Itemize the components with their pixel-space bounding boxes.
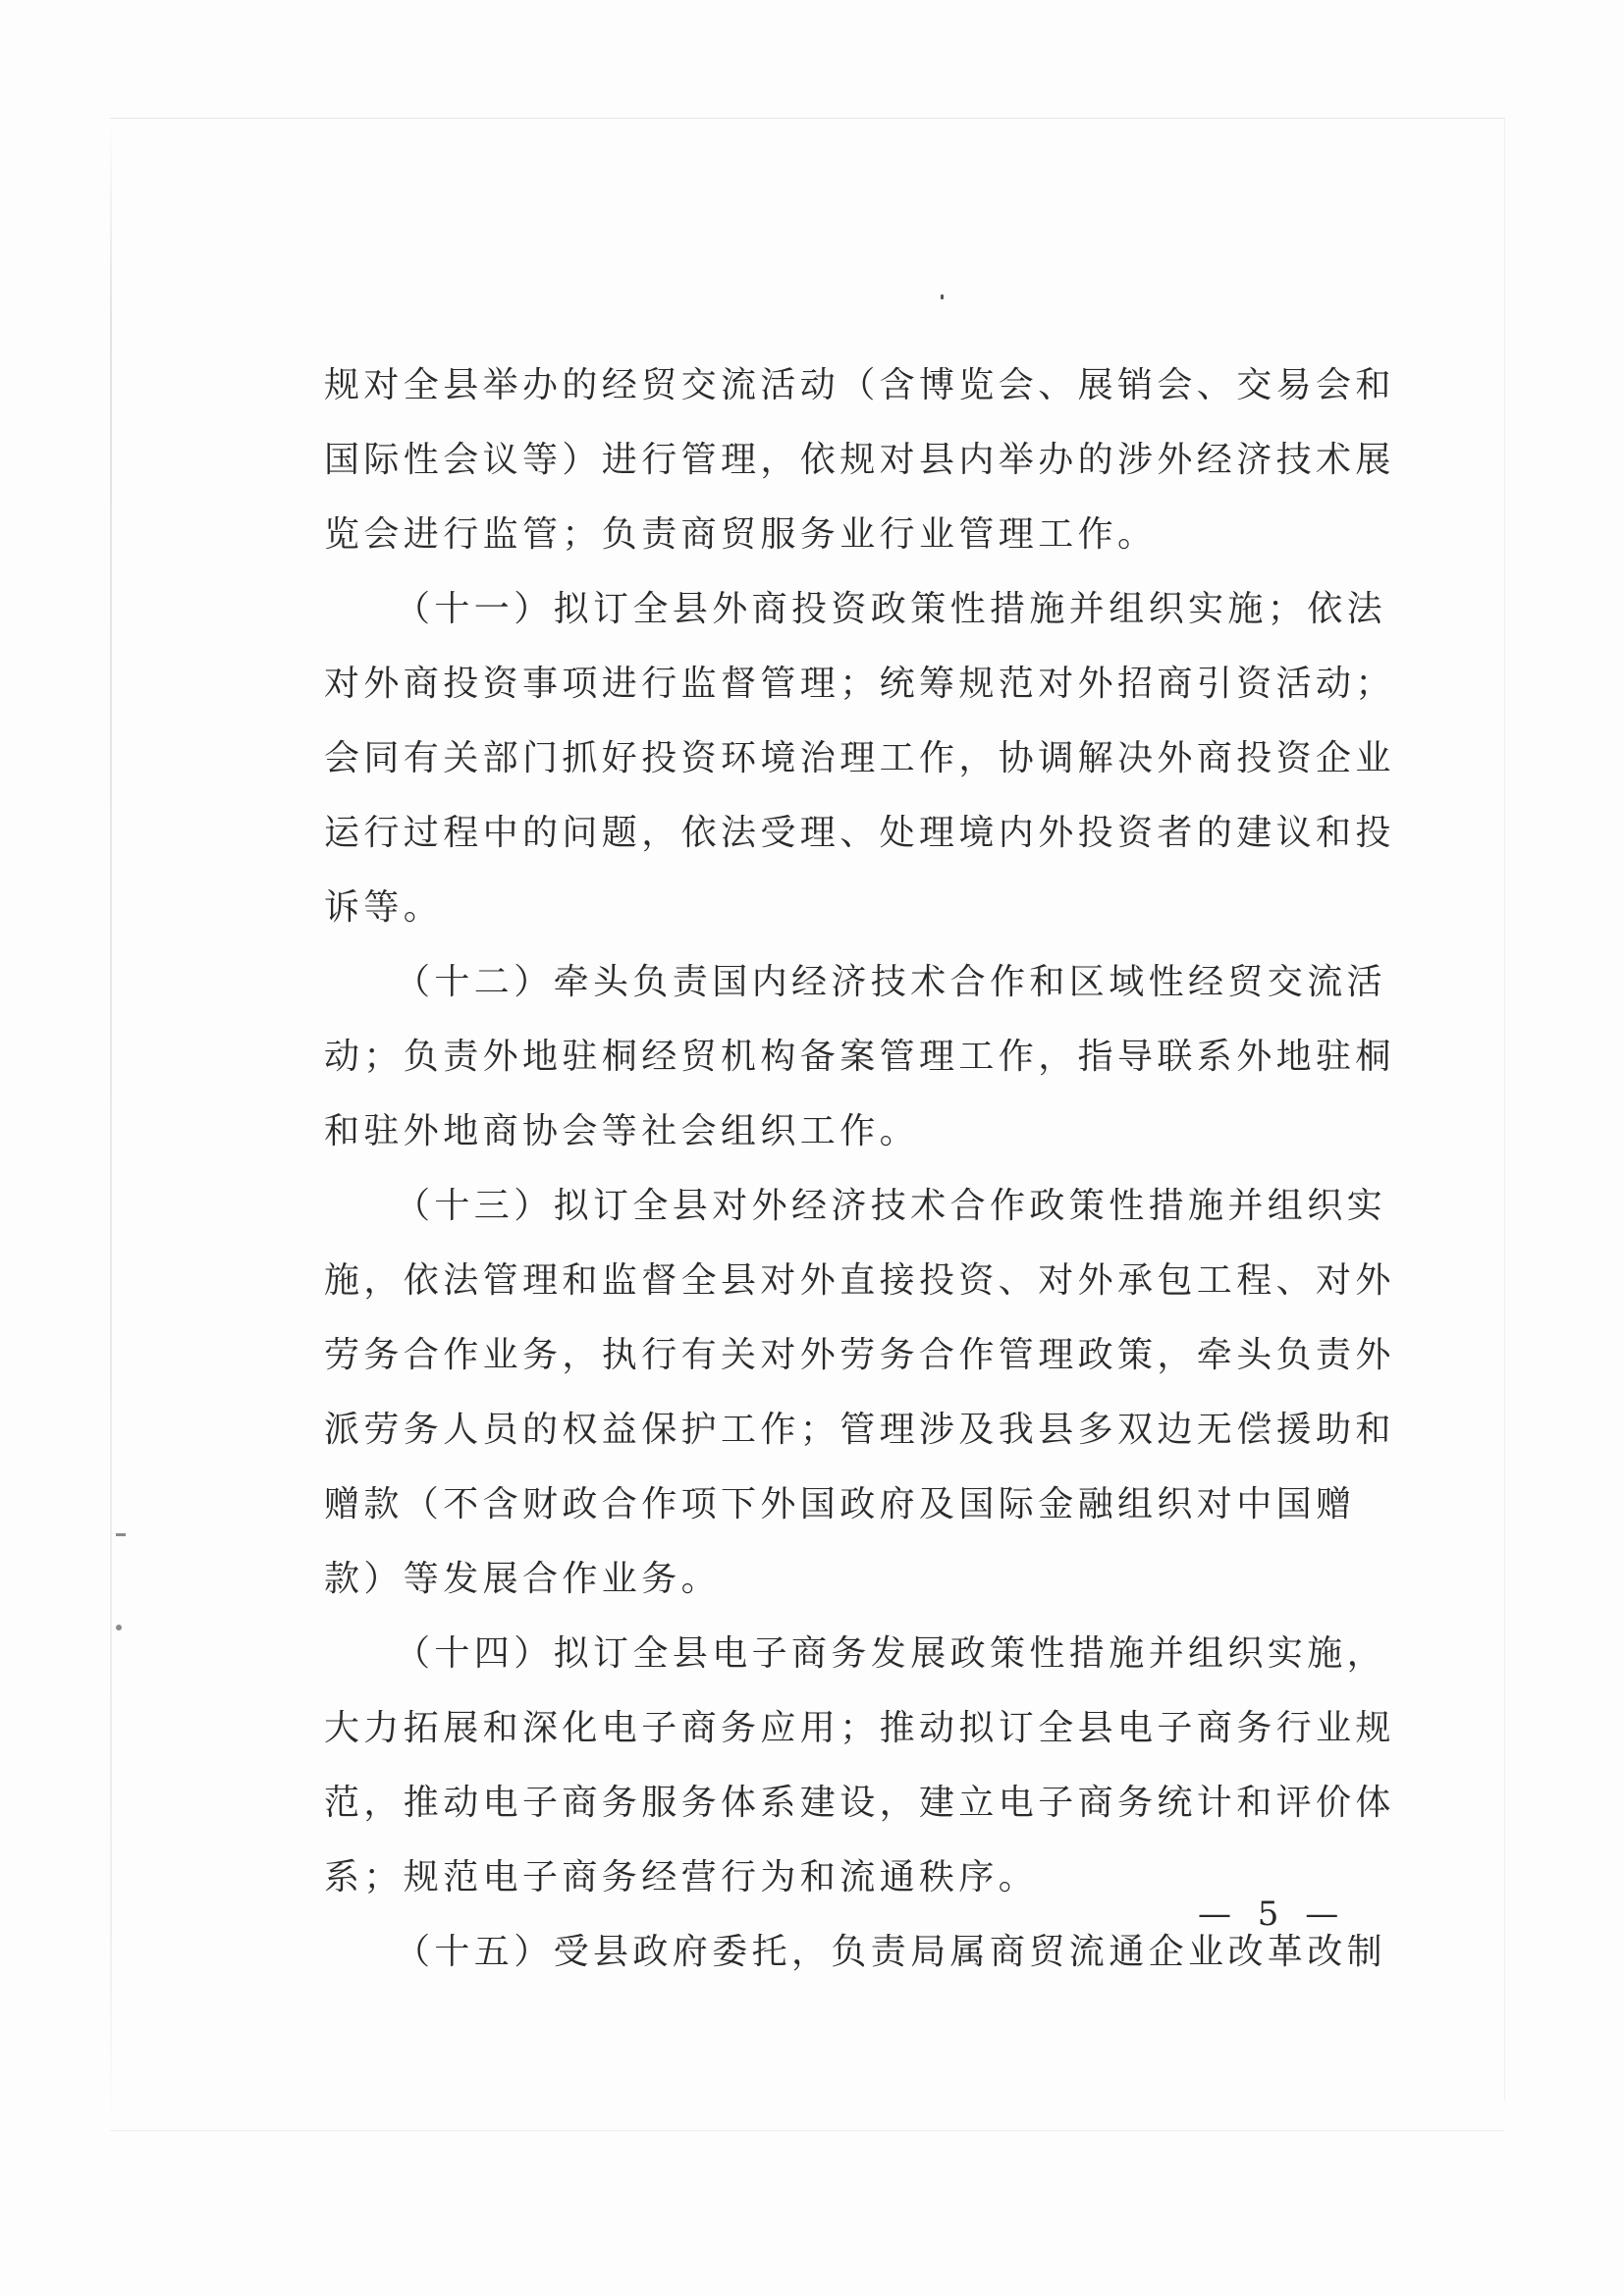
text-line: 规对全县举办的经贸交流活动（含博览会、展销会、交易会和 [324, 365, 1395, 405]
text-line: 大力拓展和深化电子商务应用；推动拟订全县电子商务行业规 [324, 1708, 1395, 1748]
body-text [324, 348, 1395, 1990]
paragraph-12-start: （十二）牵头负责国内经济技术合作和区域性经贸交流活 [395, 962, 1387, 1002]
text-line: 国际性会议等）进行管理，依规对县内举办的涉外经济技术展 [324, 440, 1395, 480]
binding-hole [116, 1625, 122, 1630]
scan-edge-bottom [110, 2130, 1504, 2131]
paragraph-13-start: （十三）拟订全县对外经济技术合作政策性措施并组织实 [395, 1186, 1387, 1226]
paragraph-15-start: （十五）受县政府委托，负责局属商贸流通企业改革改制 [395, 1932, 1387, 1972]
paragraph-11-start: （十一）拟订全县外商投资政策性措施并组织实施；依法 [395, 589, 1387, 629]
text-line: 诉等。 [324, 887, 444, 928]
text-line: 劳务合作业务，执行有关对外劳务合作管理政策，牵头负责外 [324, 1335, 1395, 1375]
text-line: 对外商投资事项进行监督管理；统筹规范对外招商引资活动； [324, 664, 1395, 704]
text-line: 范，推动电子商务服务体系建设，建立电子商务统计和评价体 [324, 1783, 1395, 1823]
page-number: — 5 — [1198, 1895, 1347, 1934]
scan-speck [941, 294, 944, 299]
scan-edge-top [110, 118, 1504, 119]
text-line: 款）等发展合作业务。 [324, 1559, 722, 1599]
text-line: 系；规范电子商务经营行为和流通秩序。 [324, 1857, 1039, 1897]
text-line: 运行过程中的问题，依法受理、处理境内外投资者的建议和投 [324, 813, 1395, 853]
text-line: 览会进行监管；负责商贸服务业行业管理工作。 [324, 514, 1158, 555]
text-line: 派劳务人员的权益保护工作；管理涉及我县多双边无偿援助和 [324, 1410, 1395, 1450]
scan-edge-right [1504, 118, 1505, 2101]
text-line: 施，依法管理和监督全县对外直接投资、对外承包工程、对外 [324, 1260, 1395, 1301]
text-line: 和驻外地商协会等社会组织工作。 [324, 1111, 920, 1151]
text-line: 赠款（不含财政合作项下外国政府及国际金融组织对中国赠 [324, 1484, 1356, 1524]
paragraph-14-start: （十四）拟订全县电子商务发展政策性措施并组织实施， [395, 1633, 1387, 1674]
text-line: 会同有关部门抓好投资环境治理工作，协调解决外商投资企业 [324, 738, 1395, 778]
binding-mark [116, 1533, 126, 1536]
text-line: 动；负责外地驻桐经贸机构备案管理工作，指导联系外地驻桐 [324, 1037, 1395, 1077]
scan-edge-left [110, 118, 112, 2130]
